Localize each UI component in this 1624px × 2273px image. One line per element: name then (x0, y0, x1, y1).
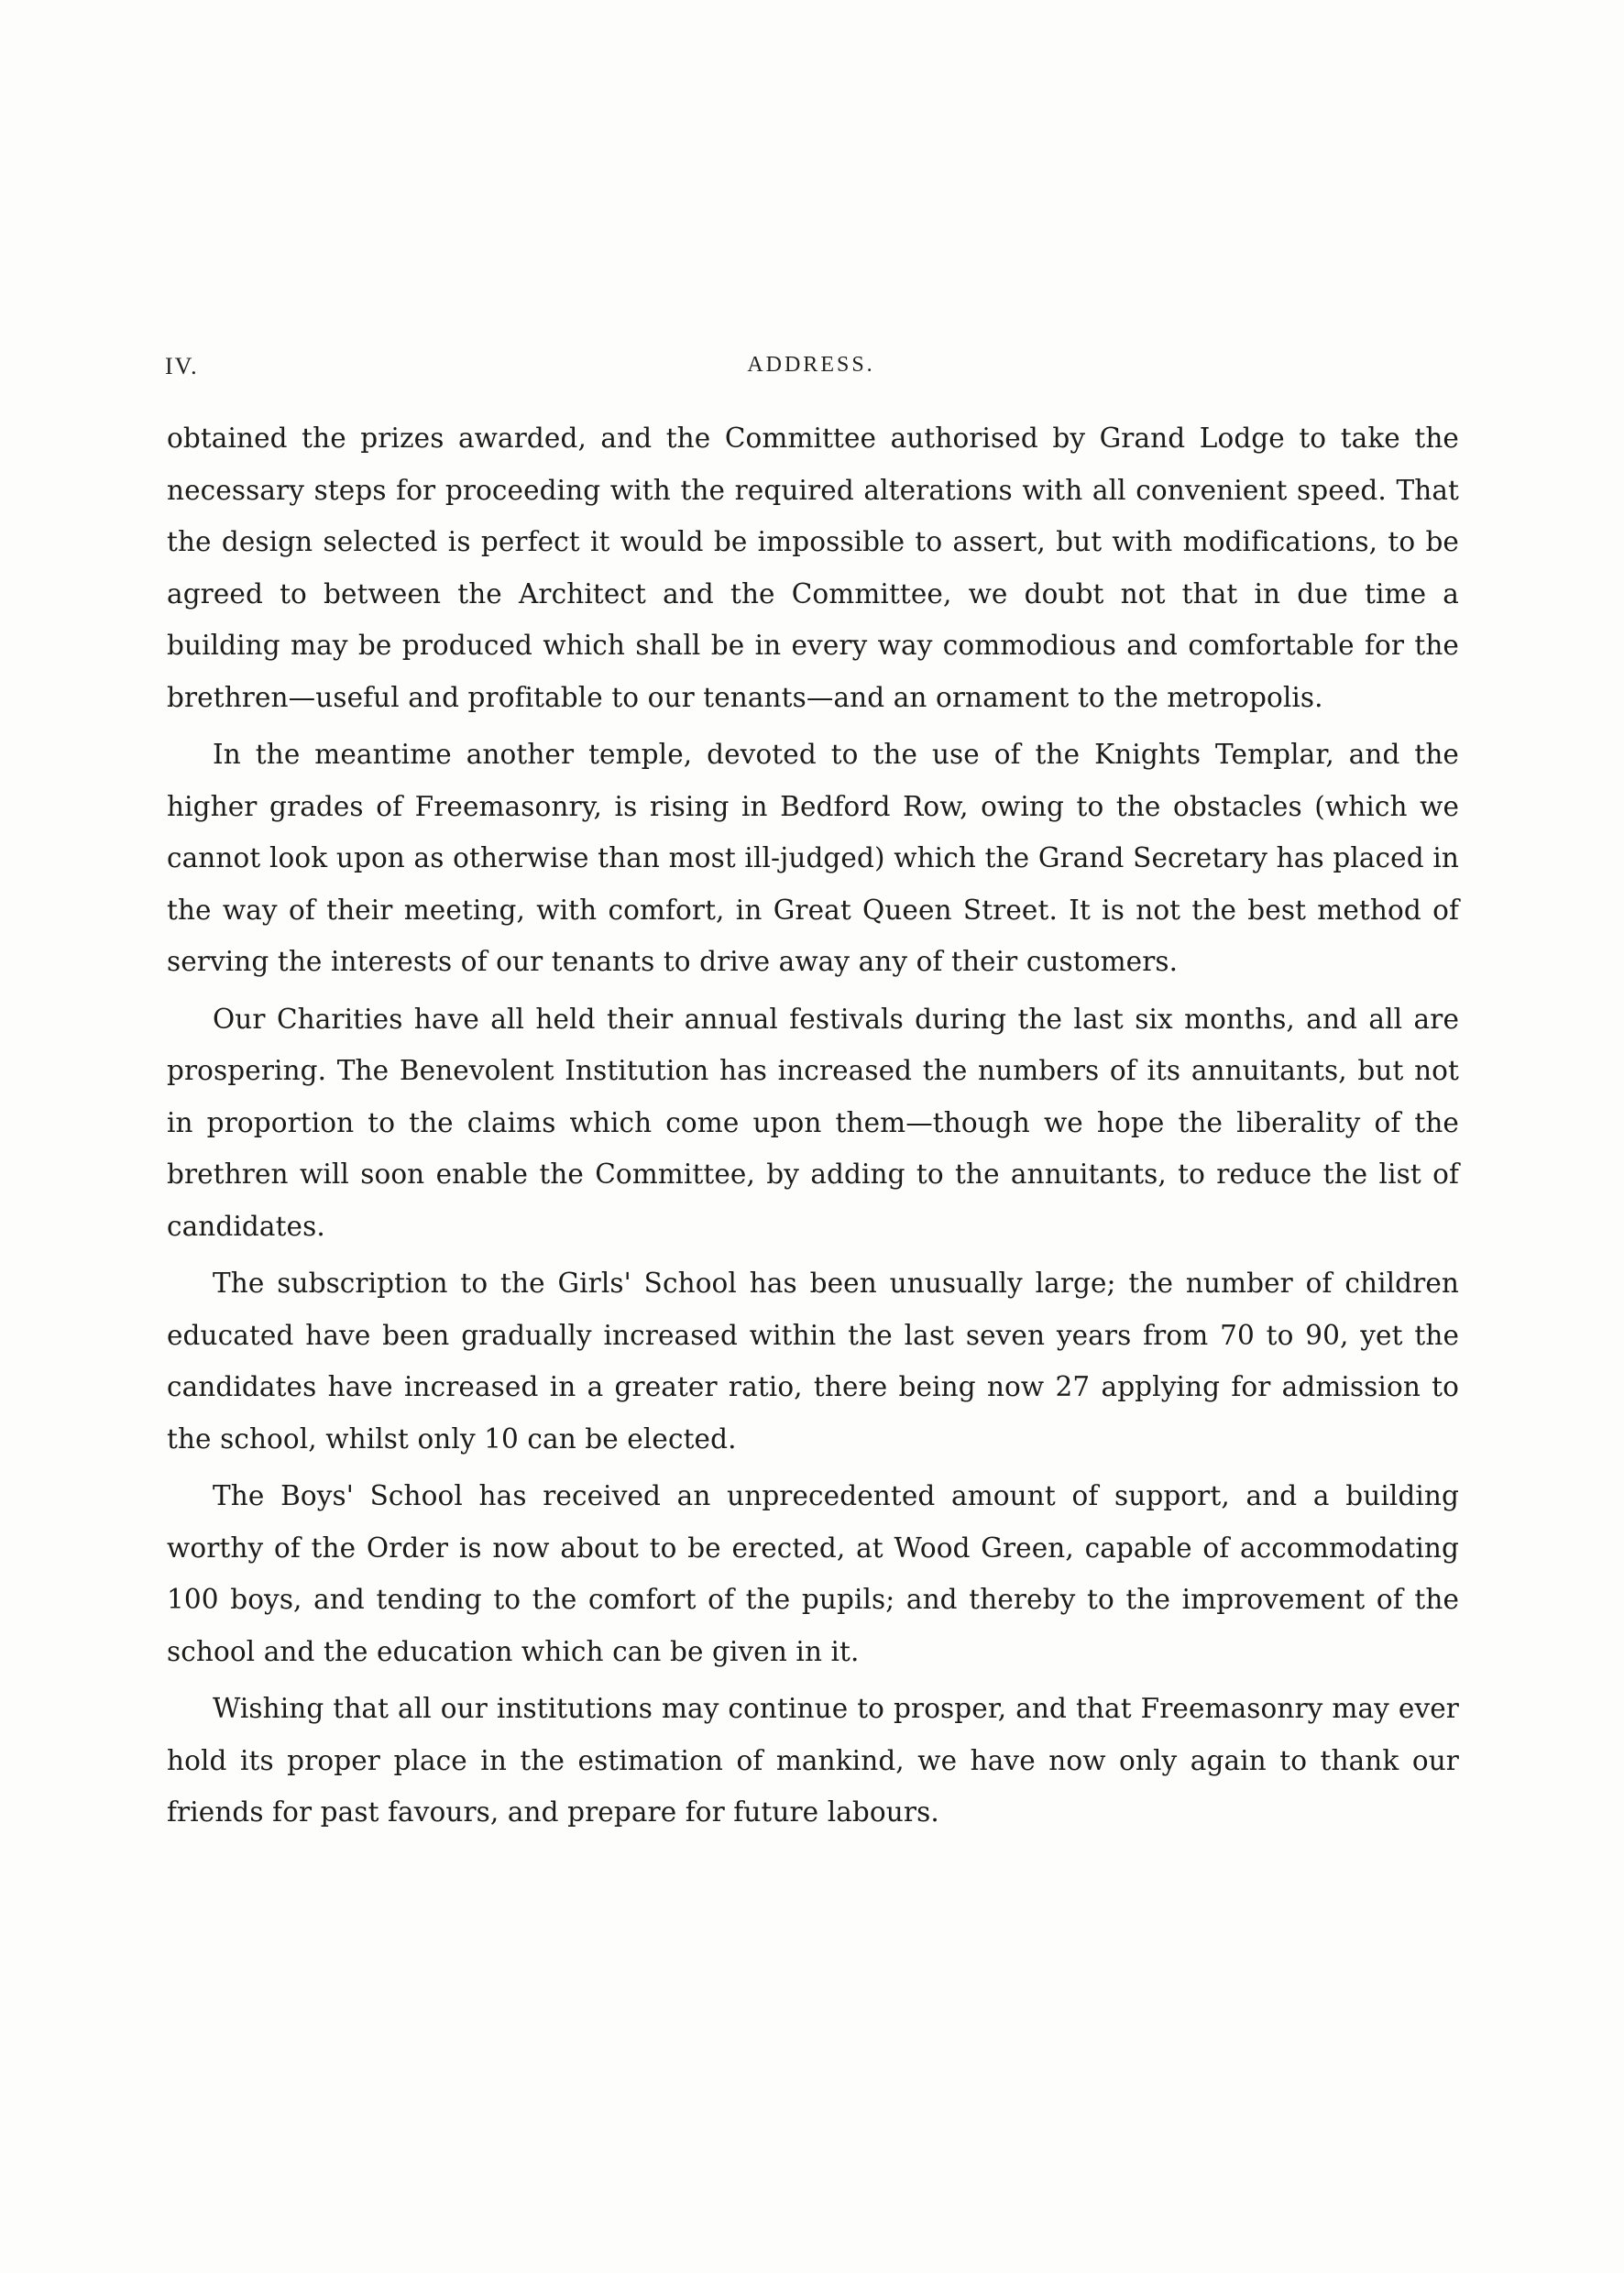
paragraph: obtained the prizes awarded, and the Committee authorised by Grand Lodge to take the necessary steps for proceeding with the required alterations with all convenient speed. That the design selected is perfect it would be impossible to assert, but with modifications, to be agreed to between the Architect and the Committee, we doubt not that in due time a building may be produced which shall be in every way commodious and comfortable for the brethren—useful and profitable to our tenants—and an ornament to the metropolis. (167, 423, 1459, 713)
paragraph: The Boys' School has received an unprecedented amount of support, and a building worthy of the Order is now about to be erected, at Wood Green, capable of accommodating 100 boys, and tending to the comfort of the pupils; and thereby to the improvement of the school and the education which can be given in it. (167, 1480, 1459, 1667)
paragraph: In the meantime another temple, devoted to the use of the Knights Templar, and the higher grades of Freemasonry, is rising in Bedford Row, owing to the obstacles (which we cannot look upon as otherwise than most ill-judged) which the Grand Secretary has placed in the way of their meeting, with comfort, in Great Queen Street. It is not the best method of serving the interests of our tenants to drive away any of their customers. (167, 739, 1459, 977)
paragraph: The subscription to the Girls' School has been unusually large; the number of children educated have been gradually increased within the last seven years from 70 to 90, yet the candidates have increased in a greater ratio, there being now 27 applying for admission to the school, whilst only 10 can be elected. (167, 1268, 1459, 1455)
running-head: ADDRESS. (747, 353, 875, 377)
page-header (165, 353, 1457, 390)
paragraph: Our Charities have all held their annual festivals during the last six months, and all are prospering. The Benevolent Institution has increased the numbers of its annuitants, but not in proportion to the claims which come upon them—though we hope the liberality of the brethren will soon enable the Committee, by adding to the annuitants, to reduce the list of candidates. (167, 1003, 1459, 1242)
paragraph: Wishing that all our institutions may continue to prosper, and that Freemasonry may ever hold its proper place in the estimation of mankind, we have now only again to thank our friends for past favours, and prepare for future labours. (167, 1693, 1459, 1828)
body-text (167, 412, 1459, 1839)
page-number: IV. (165, 353, 199, 379)
